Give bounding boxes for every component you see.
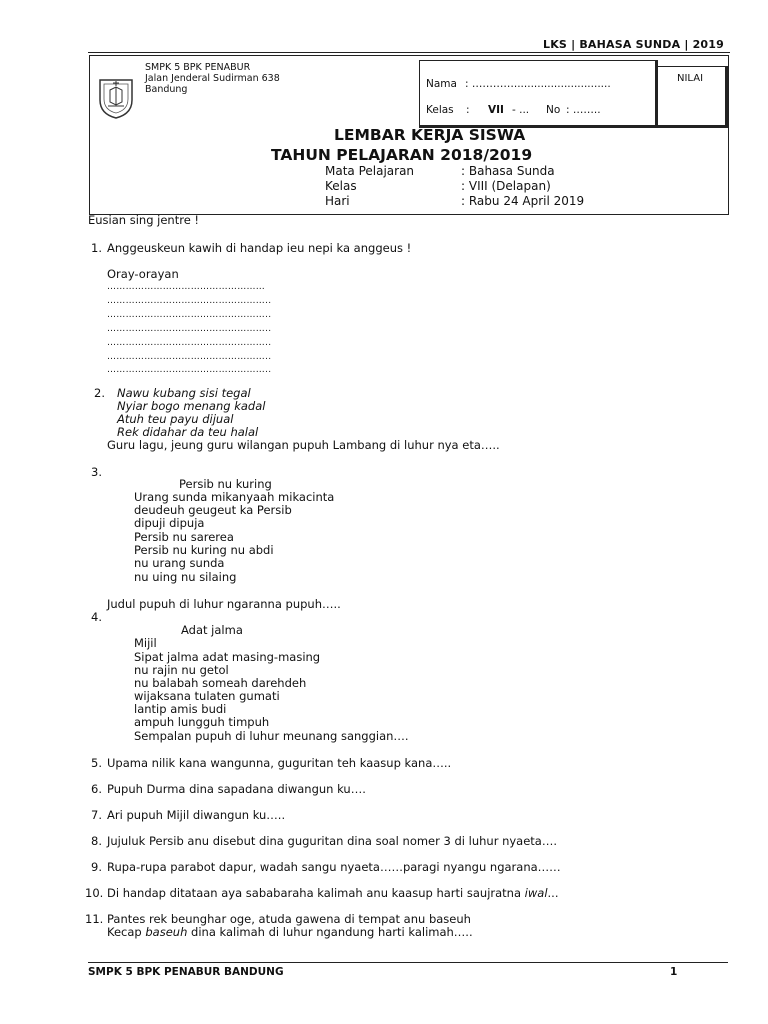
nama-label: Nama [426, 78, 457, 90]
nilai-label: NILAI [677, 73, 704, 84]
q8-text: Jujuluk Persib anu disebut dina guguritan dina soal nomer 3 di luhur nyaeta…. [107, 834, 558, 848]
q1-answer-line[interactable]: …………………………………………… [107, 282, 266, 292]
school-name: SMPK 5 BPK PENABUR [145, 62, 251, 73]
q4-poem-line: nu balabah someah darehdeh [134, 676, 307, 690]
q1-text: Anggeuskeun kawih di handap ieu nepi ka anggeus ! [107, 241, 412, 255]
document-code: LKS | BAHASA SUNDA | 2019 [542, 38, 724, 51]
q10-text [107, 886, 558, 900]
q8-number: 8. [91, 834, 102, 848]
meta-label-subject: Mata Pelajaran [325, 164, 415, 178]
title-line-1: LEMBAR KERJA SISWA [334, 126, 526, 144]
q5-text: Upama nilik kana wangunna, guguritan teh kaasup kana….. [107, 756, 452, 770]
q1-answer-line[interactable]: …………………………………………….. [107, 352, 272, 362]
q1-number: 1. [91, 241, 102, 255]
q4-poem-line: wijaksana tulaten gumati [134, 689, 280, 703]
nama-field[interactable]: : …………............................. [465, 78, 611, 90]
q6-text: Pupuh Durma dina sapadana diwangun ku…. [107, 782, 366, 796]
school-address [145, 62, 280, 95]
q3-poem-line: Persib nu kuring nu abdi [134, 543, 274, 557]
q10-text-end: ... [547, 886, 559, 900]
q6-number: 6. [91, 782, 102, 796]
q3-poem-line: deudeuh geugeut ka Persib [134, 503, 292, 517]
q1-answer-line[interactable]: …………………………………………….. [107, 296, 272, 306]
school-crest-icon [96, 76, 136, 120]
q11-line-1: Pantes rek beunghar oge, atuda gawena di tempat anu baseuh [107, 912, 471, 926]
kelas-label: Kelas [426, 104, 454, 116]
school-street: Jalan Jenderal Sudirman 638 [145, 73, 280, 84]
q11-line-2-emphasis: baseuh [145, 925, 188, 939]
q11-number: 11. [85, 912, 104, 926]
meta-label-day: Hari [325, 194, 350, 208]
footer-rule [88, 962, 728, 963]
q1-answer-line[interactable]: …………………………………………….. [107, 310, 272, 320]
q5-number: 5. [91, 756, 102, 770]
q1-answer-line[interactable]: …………………………………………….. [107, 338, 272, 348]
school-city: Bandung [145, 84, 188, 95]
q3-poem-line: dipuji dipuja [134, 516, 205, 530]
page-number: 1 [670, 966, 678, 978]
q10-number: 10. [85, 886, 104, 900]
meta-label-class: Kelas [325, 179, 357, 193]
title-line-2: TAHUN PELAJARAN 2018/2019 [271, 146, 533, 164]
q10-text-main: Di handap ditataan aya sababaraha kalimah anu kaasup harti saujratna [107, 886, 525, 900]
q3-poem-line: nu urang sunda [134, 556, 225, 570]
no-label: No [546, 104, 561, 116]
kelas-separator: : [466, 104, 470, 116]
header-rule [88, 52, 730, 53]
identity-box [419, 60, 656, 126]
q3-poem-title: Persib nu kuring [179, 477, 272, 491]
q3-poem-line: Persib nu sarerea [134, 530, 234, 544]
q1-answer-line[interactable]: …………………………………………….. [107, 365, 272, 375]
q2-number: 2. [94, 386, 105, 400]
q7-number: 7. [91, 808, 102, 822]
meta-value-class: : VIII (Delapan) [461, 179, 551, 193]
q2-poem-line: Rek didahar da teu halal [117, 425, 259, 439]
q11-line-2-end: dina kalimah di luhur ngandung harti kalimah….. [187, 925, 473, 939]
q9-text: Rupa-rupa parabot dapur, wadah sangu nyaeta……paragi nyangu ngarana…… [107, 860, 561, 874]
q4-number: 4. [91, 610, 102, 624]
q2-poem-line: Nyiar bogo menang kadal [117, 399, 266, 413]
meta-value-subject: : Bahasa Sunda [461, 164, 555, 178]
q4-poem-line: lantip amis budi [134, 702, 227, 716]
q7-text: Ari pupuh Mijil diwangun ku….. [107, 808, 286, 822]
no-field[interactable]: : …….. [566, 104, 601, 116]
kelas-field[interactable]: VII [488, 104, 504, 116]
instruction: Eusian sing jentre ! [88, 213, 200, 227]
q3-number: 3. [91, 465, 102, 479]
q3-question: Judul pupuh di luhur ngaranna pupuh….. [107, 597, 341, 611]
q1-answer-line[interactable]: …………………………………………….. [107, 324, 272, 334]
q4-poem-line: nu rajin nu getol [134, 663, 229, 677]
q4-poem-line: Mijil [134, 636, 157, 650]
q3-poem-line: Urang sunda mikanyaah mikacinta [134, 490, 335, 504]
footer-school: SMPK 5 BPK PENABUR BANDUNG [88, 966, 284, 978]
q2-poem-line: Atuh teu payu dijual [117, 412, 234, 426]
q4-question: Sempalan pupuh di luhur meunang sanggian…. [134, 729, 409, 743]
q11-line-2 [107, 925, 473, 939]
q10-text-emphasis: iwal [524, 886, 548, 900]
q2-poem-line: Nawu kubang sisi tegal [117, 386, 251, 400]
q1-song-title: Oray-orayan [107, 267, 179, 281]
q11-line-2-main: Kecap [107, 925, 146, 939]
q4-poem-title: Adat jalma [181, 623, 243, 637]
q3-poem-line: nu uing nu silaing [134, 570, 237, 584]
q9-number: 9. [91, 860, 102, 874]
meta-value-day: : Rabu 24 April 2019 [461, 194, 585, 208]
kelas-suffix: - ... [512, 104, 530, 116]
q4-poem-line: ampuh lungguh timpuh [134, 715, 270, 729]
q2-question: Guru lagu, jeung guru wilangan pupuh Lambang di luhur nya eta….. [107, 438, 500, 452]
q4-poem-line: Sipat jalma adat masing-masing [134, 650, 321, 664]
